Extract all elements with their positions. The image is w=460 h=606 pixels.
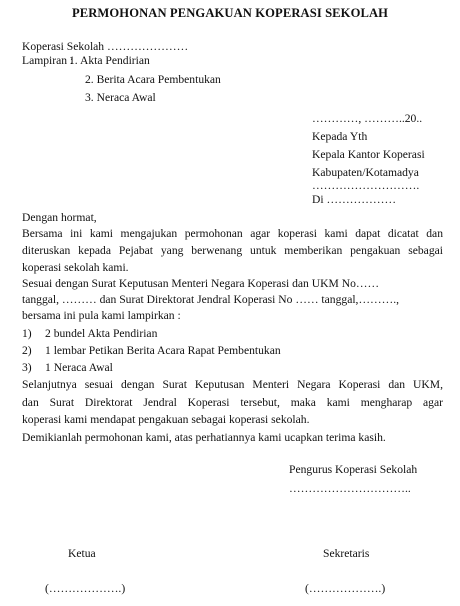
attachment-number: 2) (22, 344, 32, 357)
lampiran-label: Lampiran : (22, 54, 74, 67)
date-line: …………, ………..20.. (312, 112, 423, 125)
paragraph-line: bersama ini pula kami lampirkan : (22, 309, 181, 322)
attachment-number: 3) (22, 361, 32, 374)
recipient-kabupaten: Kabupaten/Kotamadya (312, 166, 419, 179)
closing-line: Demikianlah permohonan kami, atas perhatiannya kami ucapkan terima kasih. (22, 431, 386, 444)
paragraph-line: diteruskan kepada Pejabat yang berwenang untuk memberikan pengakuan sebagai (22, 244, 443, 257)
signature-pengurus-dots: ………………………….. (289, 482, 411, 495)
signature-ketua-label: Ketua (68, 547, 96, 560)
signature-sekretaris-line: (……………….) (305, 582, 386, 595)
paragraph-line: tanggal, ……… dan Surat Direktorat Jendral Koperasi No …… tanggal,………., (22, 293, 400, 306)
koperasi-line: Koperasi Sekolah ………………… (22, 40, 189, 53)
lampiran-item: 2. Berita Acara Pembentukan (85, 73, 221, 86)
attachment-number: 1) (22, 327, 32, 340)
signature-sekretaris-label: Sekretaris (323, 547, 370, 560)
recipient-dots: ………………………. (312, 179, 420, 192)
attachment-text: 1 Neraca Awal (45, 361, 113, 374)
recipient-kepala: Kepala Kantor Koperasi (312, 148, 425, 161)
attachment-text: 2 bundel Akta Pendirian (45, 327, 158, 340)
paragraph-line: koperasi sekolah kami. (22, 261, 129, 274)
paragraph-line: dan Surat Direktorat Jendral Koperasi tersebut, maka kami mengharap agar (22, 396, 443, 409)
signature-ketua-line: (……………….) (45, 582, 126, 595)
document-title: PERMOHONAN PENGAKUAN KOPERASI SEKOLAH (71, 6, 389, 20)
paragraph-line: Bersama ini kami mengajukan permohonan agar koperasi kami dapat dicatat dan (22, 227, 443, 240)
lampiran-item: 1. Akta Pendirian (69, 54, 150, 67)
greeting: Dengan hormat, (22, 211, 97, 224)
attachment-text: 1 lembar Petikan Berita Acara Rapat Pembentukan (45, 344, 281, 357)
paragraph-line: Selanjutnya sesuai dengan Surat Keputusan Menteri Negara Koperasi dan UKM, (22, 378, 443, 391)
lampiran-item: 3. Neraca Awal (85, 91, 156, 104)
signature-pengurus: Pengurus Koperasi Sekolah (289, 463, 418, 476)
paragraph-line: koperasi kami mendapat pengakuan sebagai koperasi sekolah. (22, 413, 310, 426)
paragraph-line: Sesuai dengan Surat Keputusan Menteri Negara Koperasi dan UKM No…… (22, 277, 380, 290)
recipient-kepada: Kepada Yth (312, 130, 368, 143)
recipient-di: Di ……………… (312, 193, 397, 206)
